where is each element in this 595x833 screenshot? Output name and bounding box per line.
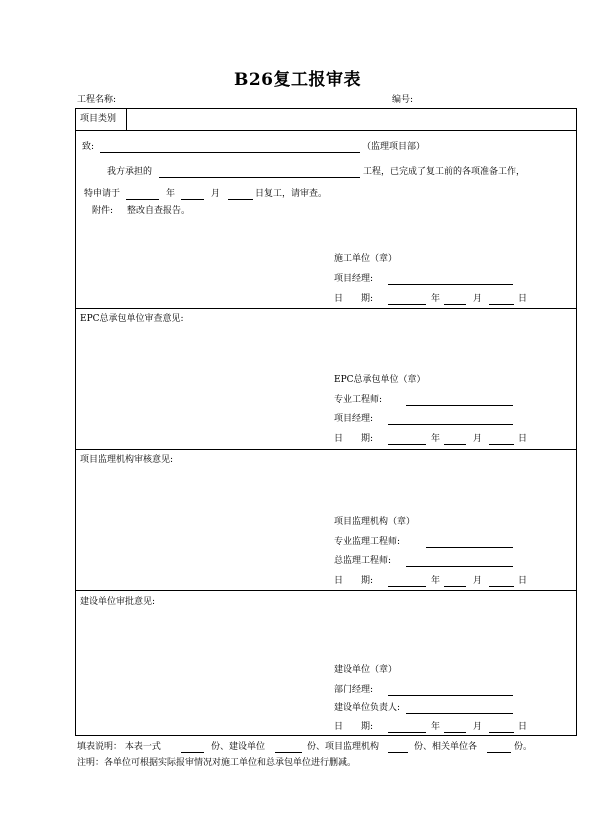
date-day-field[interactable] [489, 732, 514, 733]
epc-opinion-field[interactable] [80, 328, 570, 368]
supervision-unit-label: 项目监理机构（章） [334, 517, 416, 527]
month-label: 月 [473, 434, 483, 444]
resume-day-field[interactable] [228, 199, 253, 200]
year-label: 年 [431, 722, 441, 732]
related-units-copies-label: 份、相关单位各 [414, 742, 478, 752]
date-month-field[interactable] [444, 732, 466, 733]
project-manager-label: 项目经理: [334, 414, 374, 424]
project-category-label: 项目类别 [80, 114, 117, 124]
year-label: 年 [431, 434, 441, 444]
addressee-field[interactable] [100, 152, 360, 153]
epc-opinion-label: EPC总承包单位审查意见: [80, 314, 184, 324]
attachment-text: 整改自查报告。 [127, 206, 191, 216]
contractor-unit-label: 施工单位（章） [334, 254, 398, 264]
date-label: 日 期: [334, 294, 374, 304]
date-label: 日 期: [334, 576, 374, 586]
supervision-opinion-field[interactable] [80, 469, 570, 509]
supervision-opinion-label: 项目监理机构审核意见: [80, 455, 174, 465]
dept-manager-signature-field[interactable] [388, 695, 513, 696]
day-label: 日 [518, 294, 528, 304]
row-divider [75, 308, 577, 309]
related-units-copies-field[interactable] [487, 752, 511, 753]
row-divider [75, 590, 577, 591]
supervision-copies-label: 份、项目监理机构 [307, 742, 380, 752]
owner-responsible-signature-field[interactable] [406, 713, 513, 714]
serial-number-label: 编号: [392, 95, 414, 105]
form-title: B26复工报审表 [233, 70, 362, 90]
month-label: 月 [473, 722, 483, 732]
resume-request-text: 日复工，请审查。 [255, 189, 328, 199]
supervision-engineer-signature-field[interactable] [426, 547, 513, 548]
date-month-field[interactable] [444, 304, 466, 305]
professional-engineer-signature-field[interactable] [406, 405, 513, 406]
date-label: 日 期: [334, 722, 374, 732]
project-category-field[interactable] [127, 109, 576, 129]
date-month-field[interactable] [444, 444, 466, 445]
supervisor-dept-label: （监理项目部） [362, 142, 426, 152]
project-field[interactable] [159, 177, 360, 178]
date-day-field[interactable] [489, 304, 514, 305]
month-label: 月 [211, 189, 221, 199]
attachment-label: 附件: [92, 206, 114, 216]
day-label: 日 [518, 576, 528, 586]
owner-unit-label: 建设单位（章） [334, 665, 398, 675]
date-year-field[interactable] [388, 444, 426, 445]
row-divider [75, 449, 577, 450]
project-name-label: 工程名称: [77, 95, 117, 105]
copies-total-field[interactable] [181, 752, 204, 753]
date-year-field[interactable] [388, 732, 426, 733]
supervision-engineer-label: 专业监理工程师: [334, 537, 401, 547]
project-manager-label: 项目经理: [334, 274, 374, 284]
year-label: 年 [431, 576, 441, 586]
owner-responsible-label: 建设单位负责人: [334, 703, 401, 713]
date-day-field[interactable] [489, 586, 514, 587]
date-label: 日 期: [334, 434, 374, 444]
chief-supervisor-label: 总监理工程师: [334, 556, 392, 566]
ready-statement: 工程，已完成了复工前的各项准备工作， [363, 167, 526, 177]
epc-manager-signature-field[interactable] [388, 424, 513, 425]
chief-supervisor-signature-field[interactable] [406, 566, 513, 567]
year-label: 年 [431, 294, 441, 304]
date-year-field[interactable] [388, 304, 426, 305]
apply-label: 特申请于 [84, 189, 121, 199]
owner-copies-label: 份、建设单位 [211, 742, 266, 752]
to-label: 致: [82, 142, 95, 152]
date-month-field[interactable] [444, 586, 466, 587]
resume-year-field[interactable] [126, 199, 159, 200]
row-divider [75, 130, 577, 131]
copies-suffix: 份。 [514, 742, 533, 752]
day-label: 日 [518, 722, 528, 732]
date-day-field[interactable] [489, 444, 514, 445]
day-label: 日 [518, 434, 528, 444]
owner-copies-field[interactable] [275, 752, 302, 753]
supervision-copies-field[interactable] [388, 752, 408, 753]
professional-engineer-label: 专业工程师: [334, 395, 383, 405]
year-label: 年 [166, 189, 176, 199]
epc-unit-label: EPC总承包单位（章） [334, 375, 426, 385]
date-year-field[interactable] [388, 586, 426, 587]
fill-instructions-label: 填表说明： 本表一式 [77, 742, 161, 752]
owner-opinion-field[interactable] [80, 611, 570, 651]
owner-opinion-label: 建设单位审批意见: [80, 597, 156, 607]
month-label: 月 [473, 576, 483, 586]
project-manager-signature-field[interactable] [388, 284, 513, 285]
undertaken-label: 我方承担的 [107, 167, 153, 177]
month-label: 月 [473, 294, 483, 304]
footnote: 注明：各单位可根据实际报审情况对施工单位和总承包单位进行删减。 [77, 758, 357, 768]
resume-month-field[interactable] [181, 199, 204, 200]
dept-manager-label: 部门经理: [334, 685, 374, 695]
